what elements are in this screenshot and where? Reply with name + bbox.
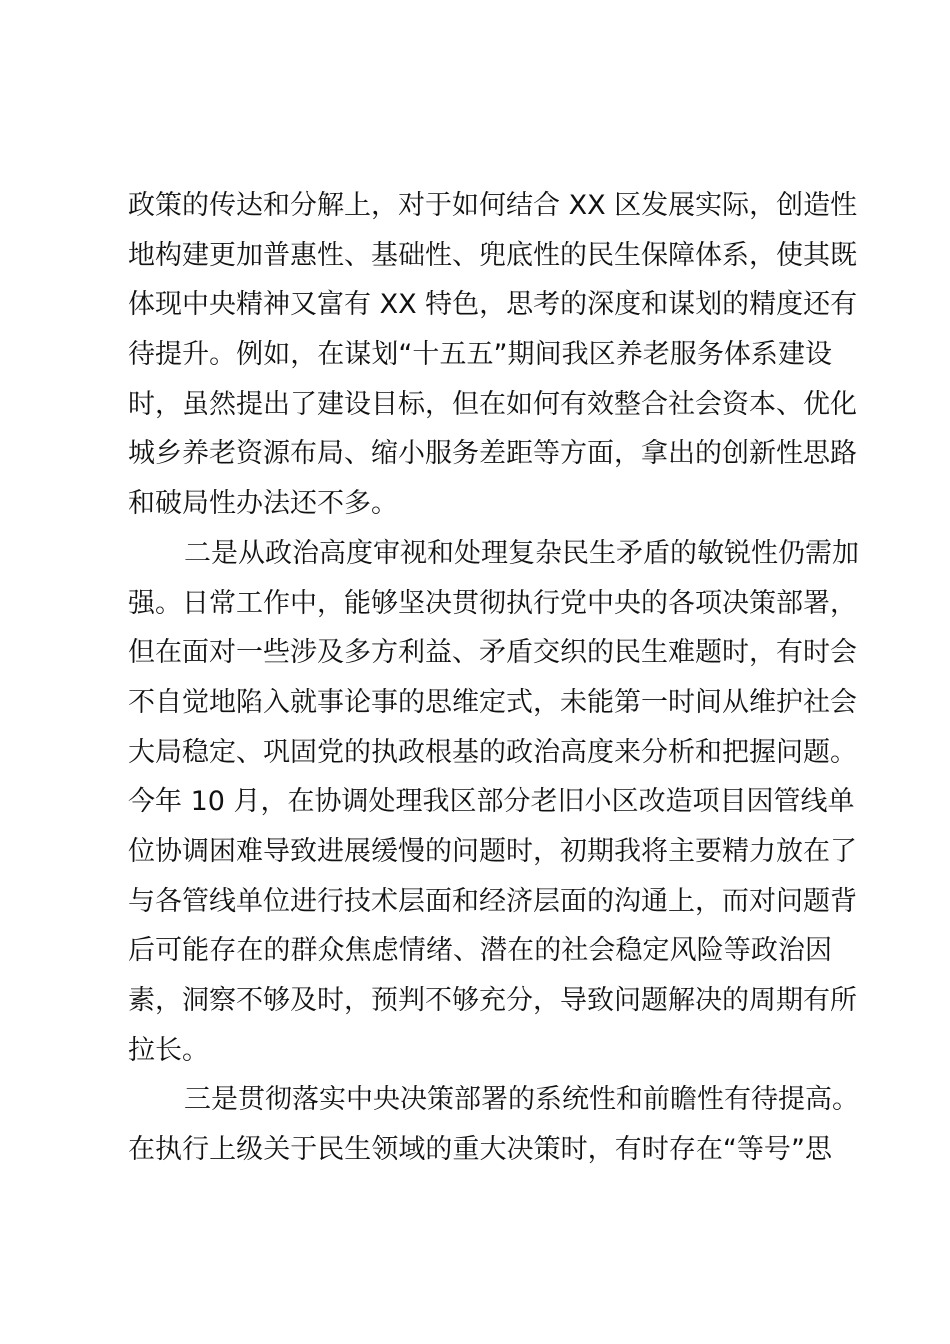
- text-line: 大局稳定、巩固党的执政根基的政治高度来分析和把握问题。: [128, 736, 857, 768]
- text-line: 二是从政治高度审视和处理复杂民生矛盾的敏锐性仍需加: [184, 537, 859, 569]
- paragraph-3: [128, 1080, 859, 1179]
- text-line: 三是贯彻落实中央决策部署的系统性和前瞻性有待提高。: [184, 1084, 859, 1116]
- text-line: 不自觉地陷入就事论事的思维定式，未能第一时间从维护社会: [128, 686, 857, 718]
- text-line: 和破局性办法还不多。: [128, 488, 398, 520]
- paragraph-2: [128, 534, 859, 1081]
- text-line: 今年 10 月，在协调处理我区部分老旧小区改造项目因管线单: [128, 786, 855, 818]
- text-line: 政策的传达和分解上，对于如何结合 XX 区发展实际，创造性: [128, 190, 858, 221]
- text-line: 后可能存在的群众焦虑情绪、潜在的社会稳定风险等政治因: [128, 935, 832, 967]
- text-line: 城乡养老资源布局、缩小服务差距等方面，拿出的创新性思路: [128, 438, 857, 470]
- text-line: 体现中央精神又富有 XX 特色，思考的深度和谋划的精度还有: [128, 289, 858, 321]
- text-line: 待提升。例如，在谋划“十五五”期间我区养老服务体系建设: [128, 339, 832, 371]
- text-line: 但在面对一些涉及多方利益、矛盾交织的民生难题时，有时会: [128, 637, 857, 669]
- text-line: 与各管线单位进行技术层面和经济层面的沟通上，而对问题背: [128, 885, 857, 917]
- text-line: 强。日常工作中，能够坚决贯彻执行党中央的各项决策部署，: [128, 587, 857, 619]
- text-line: 时，虽然提出了建设目标，但在如何有效整合社会资本、优化: [128, 388, 857, 420]
- text-line: 素，洞察不够及时，预判不够充分，导致问题解决的周期有所: [128, 985, 857, 1016]
- document-page: [128, 186, 859, 1180]
- text-line: 位协调困难导致进展缓慢的问题时，初期我将主要精力放在了: [128, 835, 857, 867]
- paragraph-1: [128, 186, 858, 534]
- text-line: 在执行上级关于民生领域的重大决策时，有时存在“等号”思: [128, 1134, 832, 1166]
- text-line: 拉长。: [128, 1034, 209, 1066]
- text-line: 地构建更加普惠性、基础性、兜底性的民生保障体系，使其既: [128, 239, 857, 271]
